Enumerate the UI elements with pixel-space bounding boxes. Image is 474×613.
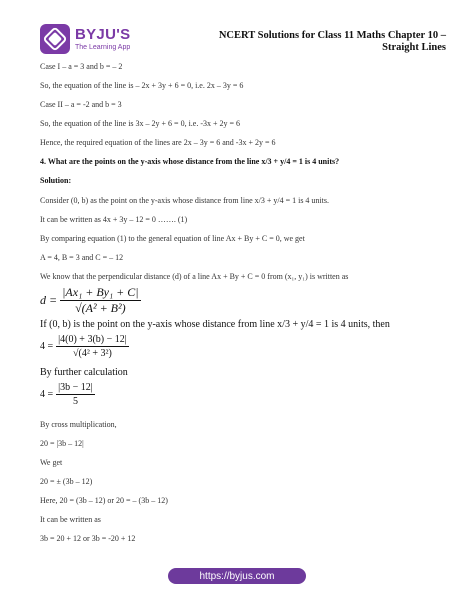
byjus-logo-icon	[40, 24, 70, 54]
logo-tagline: The Learning App	[75, 44, 131, 51]
substituted-formula	[40, 334, 129, 359]
formula-denominator: √(A² + B²)	[75, 300, 126, 315]
formula-denominator: 5	[72, 395, 78, 407]
simplified-formula	[40, 382, 95, 407]
page-title-line-1: NCERT Solutions for Class 11 Maths Chapter 10 –	[218, 30, 446, 41]
text-line: Here, 20 = (3b – 12) or 20 = – (3b – 12)	[40, 496, 168, 505]
page-title-line-2: Straight Lines	[382, 42, 446, 53]
question-heading: 4. What are the points on the y-axis whose distance from the line x/3 + y/4 = 1 is 4 units?	[40, 157, 340, 166]
formula-numerator: |Ax₁ + By₁ + C|	[62, 285, 139, 299]
text-line: We know that the perpendicular distance (d) of a line Ax + By + C = 0 from (x₁, y₁) is written as	[40, 272, 349, 281]
formula-numerator: |4(0) + 3(b) − 12|	[58, 334, 127, 345]
text-line: It can be written as 4x + 3y – 12 = 0 ……. (1)	[40, 215, 188, 224]
formula-numerator: |3b − 12|	[58, 382, 93, 393]
text-line: By further calculation	[40, 367, 128, 378]
solution-heading: Solution:	[40, 176, 72, 185]
formula-lhs: 4 =	[40, 341, 54, 352]
text-line: We get	[40, 458, 63, 467]
text-line: So, the equation of the line is – 2x + 3y + 6 = 0, i.e. 2x – 3y = 6	[40, 81, 244, 90]
text-line: Consider (0, b) as the point on the y-axis whose distance from line x/3 + y/4 = 1 is 4 units.	[40, 196, 329, 205]
text-line: If (0, b) is the point on the y-axis whose distance from line x/3 + y/4 = 1 is 4 units, then	[40, 319, 390, 330]
distance-formula	[40, 286, 141, 316]
text-line: Case I – a = 3 and b = – 2	[40, 62, 123, 71]
footer-url-link[interactable]: https://byjus.com	[168, 568, 306, 584]
formula-denominator: √(4² + 3²)	[73, 347, 112, 359]
logo-name: BYJU'S	[75, 26, 131, 43]
formula-lhs: d =	[40, 293, 58, 308]
text-line: 20 = |3b – 12|	[40, 439, 84, 448]
text-line: Case II – a = -2 and b = 3	[40, 100, 122, 109]
text-line: Hence, the required equation of the lines are 2x – 3y = 6 and -3x + 2y = 6	[40, 138, 276, 147]
text-line: So, the equation of the line is 3x – 2y + 6 = 0, i.e. -3x + 2y = 6	[40, 119, 241, 128]
text-line: It can be written as	[40, 515, 101, 524]
text-line: By comparing equation (1) to the general equation of line Ax + By + C = 0, we get	[40, 234, 305, 243]
text-line: A = 4, B = 3 and C = – 12	[40, 253, 124, 262]
page-title	[206, 30, 446, 54]
formula-lhs: 4 =	[40, 389, 54, 400]
text-line: 3b = 20 + 12 or 3b = -20 + 12	[40, 534, 136, 543]
text-line: By cross multiplication,	[40, 420, 117, 429]
text-line: 20 = ± (3b – 12)	[40, 477, 93, 486]
byjus-logo	[40, 22, 138, 56]
